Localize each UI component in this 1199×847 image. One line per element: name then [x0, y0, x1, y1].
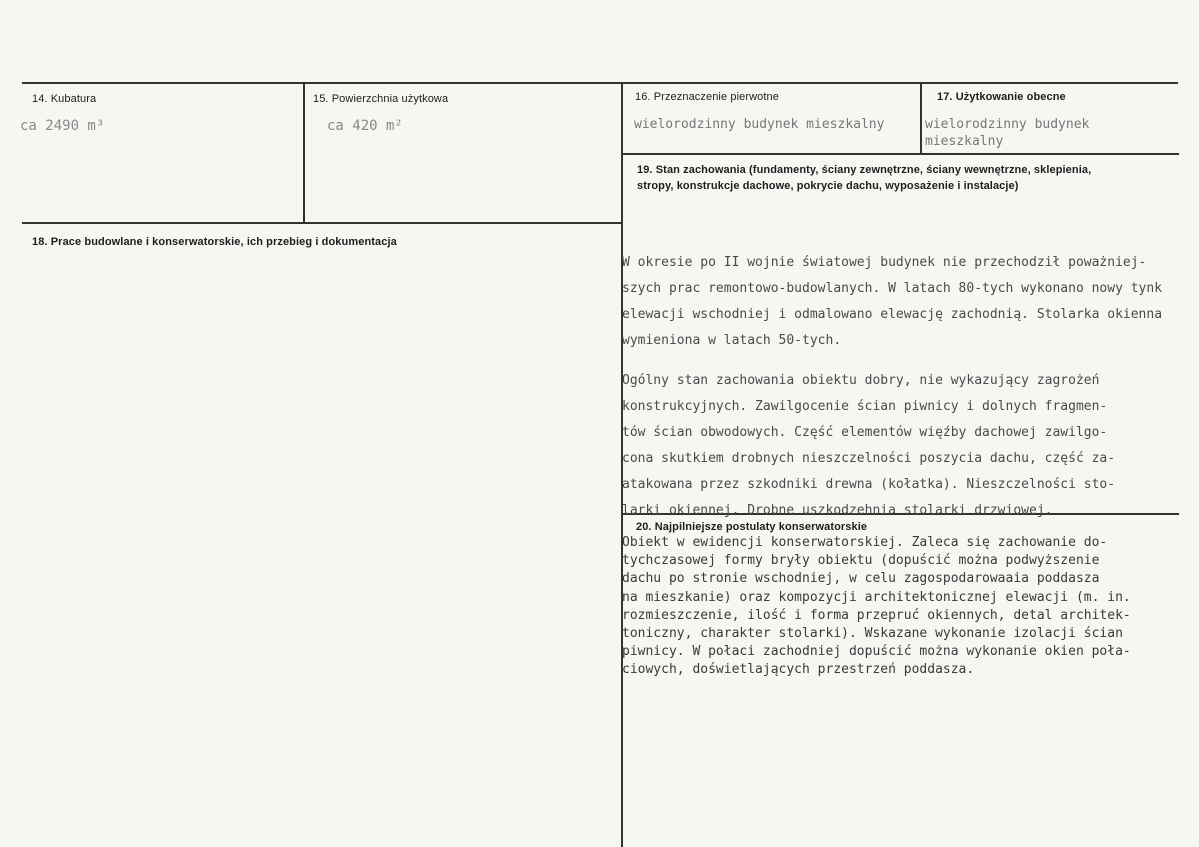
field-19-line: cona skutkiem drobnych nieszczelności poszycia dachu, część za- — [622, 451, 1116, 466]
field-16-label: 16. Przeznaczenie pierwotne — [635, 91, 779, 103]
field-17-value-line-2: mieszkalny — [925, 134, 1004, 149]
field-19-line: larki okiennej. Drobne uszkodzehnia stolarki drzwiowej. — [622, 503, 1053, 518]
field-20-line: ciowych, doświetlających przestrzeń poddasza. — [622, 662, 975, 678]
field-19-line: W okresie po II wojnie światowej budynek nie przechodził poważniej- — [622, 255, 1147, 270]
divider-16-19 — [622, 153, 1179, 155]
field-20-label: 20. Najpilniejsze postulaty konserwatorskie — [636, 521, 868, 533]
divider-16-17 — [920, 83, 922, 153]
field-14-value: ca 2490 m³ — [20, 118, 105, 134]
field-19-line: wymieniona w latach 50-tych. — [622, 333, 842, 348]
divider-14-15 — [303, 83, 305, 223]
field-20-line: dachu po stronie wschodniej, w celu zagospodarowaaia poddasza — [622, 571, 1100, 587]
field-14-label: 14. Kubatura — [32, 93, 97, 105]
field-19-line: konstrukcyjnych. Zawilgocenie ścian piwnicy i dolnych fragmen- — [622, 399, 1108, 414]
top-border — [22, 82, 1178, 84]
field-16-value: wielorodzinny budynek mieszkalny — [634, 117, 885, 132]
field-15-value: ca 420 m² — [327, 118, 403, 134]
field-19-text — [622, 250, 1199, 524]
field-20-line: tychczasowej formy bryły obiektu (dopuścić można podwyższenie — [622, 553, 1100, 569]
field-19-line: atakowana przez szkodniki drewna (kołatka). Nieszczelności sto- — [622, 477, 1116, 492]
field-20-line: rozmieszczenie, ilość i forma przepruć okiennych, detal architek- — [622, 607, 1131, 623]
field-20-line: Obiekt w ewidencji konserwatorskiej. Zaleca się zachowanie do- — [622, 535, 1108, 550]
field-19-line: Ogólny stan zachowania obiektu dobry, nie wykazujący zagrożeń — [622, 373, 1100, 388]
field-19-line: tów ścian obwodowych. Część elementów więźby dachowej zawilgo- — [622, 425, 1108, 440]
field-20-line: toniczny, charakter stolarki). Wskazane wykonanie izolacji ścian — [622, 625, 1123, 641]
field-20-line: piwnicy. W połaci zachodniej dopuścić można wykonanie okien poła- — [622, 644, 1131, 660]
divider-14-18 — [22, 222, 623, 224]
field-20-text — [622, 534, 1199, 680]
field-15-label: 15. Powierzchnia użytkowa — [313, 93, 449, 105]
field-19-label: 19. Stan zachowania (fundamenty, ściany zewnętrzne, ściany wewnętrzne, sklepienia, stropy, konstrukcje dachowe, pokrycie dachu, wyposażenie i instalacje) — [637, 164, 1092, 192]
field-17-value-line-1: wielorodzinny budynek — [925, 117, 1090, 132]
field-17-label: 17. Użytkowanie obecne — [937, 91, 1066, 103]
field-20-line: na mieszkanie) oraz kompozycji architektonicznej elewacji (m. in. — [622, 589, 1131, 605]
field-19-line: elewacji wschodniej i odmalowano elewację zachodnią. Stolarka okienna — [622, 307, 1163, 322]
field-18-label: 18. Prace budowlane i konserwatorskie, ich przebieg i dokumentacja — [32, 236, 397, 248]
field-19-line: szych prac remontowo-budowlanych. W latach 80-tych wykonano nowy tynk — [622, 281, 1163, 296]
